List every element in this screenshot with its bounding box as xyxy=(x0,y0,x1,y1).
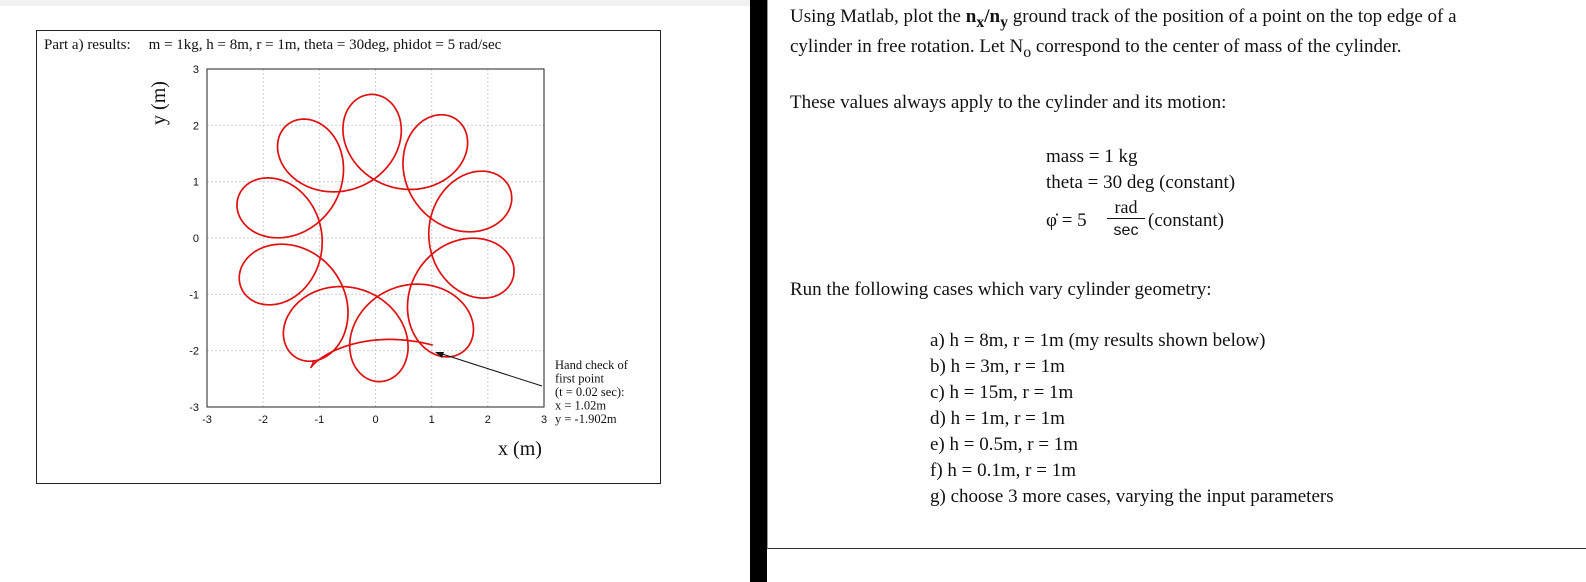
top-strip xyxy=(0,0,750,6)
annotation-line: x = 1.02m xyxy=(555,398,607,413)
x-tick-label: 3 xyxy=(540,414,548,426)
x-tick-label: -1 xyxy=(314,414,325,426)
case-item-g: g) choose 3 more cases, varying the input parameters xyxy=(930,486,1334,507)
phidot-denominator: sec xyxy=(1113,222,1139,239)
annotation-line: Hand check of xyxy=(555,358,628,372)
annotation-line: (t = 0.02 sec): xyxy=(555,385,625,399)
x-tick-label: -3 xyxy=(202,414,212,426)
case-item-f: f) h = 0.1m, r = 1m xyxy=(930,460,1076,481)
x-axis-label: x (m) xyxy=(498,438,542,460)
case-item-b: b) h = 3m, r = 1m xyxy=(930,356,1065,377)
phidot-fraction xyxy=(1107,196,1145,243)
x-tick-label: 2 xyxy=(484,414,491,426)
phidot-lhs: φ̇ = 5 xyxy=(1046,210,1087,231)
assignment-text-panel xyxy=(767,0,1586,549)
results-heading-prefix: Part a) results: xyxy=(44,37,131,53)
values-intro: These values always apply to the cylinder and its motion: xyxy=(790,92,1227,113)
results-heading-params: m = 1kg, h = 8m, r = 1m, theta = 30deg, phidot = 5 rad/sec xyxy=(148,37,502,53)
ground-track-plot xyxy=(37,31,660,483)
y-tick-label: 2 xyxy=(192,120,199,133)
x-tick-label: 0 xyxy=(372,414,379,426)
case-item-a: a) h = 8m, r = 1m (my results shown below) xyxy=(930,330,1266,351)
y-tick-label: 1 xyxy=(192,176,199,189)
hand-check-annotation xyxy=(555,358,629,426)
y-tick-label: 0 xyxy=(192,233,199,245)
axis-ticks xyxy=(189,64,547,426)
mass-equation: mass = 1 kg xyxy=(1046,146,1138,167)
annotation-line: y = -1.902m xyxy=(555,412,617,426)
y-tick-label: -2 xyxy=(189,345,199,358)
results-figure-panel xyxy=(36,30,661,484)
annotation-arrow-line xyxy=(439,353,542,386)
y-tick-label: 3 xyxy=(192,64,199,76)
plot-grid xyxy=(207,69,544,407)
y-tick-label: -1 xyxy=(189,289,199,302)
y-tick-label: -3 xyxy=(189,402,199,414)
theta-equation: theta = 30 deg (constant) xyxy=(1046,172,1236,193)
case-item-c: c) h = 15m, r = 1m xyxy=(930,382,1074,403)
y-axis-label: y (m) xyxy=(148,81,170,125)
divider-bar xyxy=(750,0,767,582)
intro-line-2: cylinder in free rotation. Let $N_o$ correspond to the center of mass of the cylinder. xyxy=(790,36,1402,61)
case-item-e: e) h = 0.5m, r = 1m xyxy=(930,434,1079,455)
annotation-line: first point xyxy=(555,371,604,386)
cases-intro: Run the following cases which vary cylinder geometry: xyxy=(790,279,1212,300)
x-tick-label: 1 xyxy=(428,414,435,426)
x-tick-label: -2 xyxy=(258,414,269,426)
phidot-rhs: (constant) xyxy=(1148,210,1224,231)
intro-line-1: Using Matlab, plot the $n_x/n_y$ ground track of the position of a point on the top edge of a xyxy=(790,6,1457,31)
phidot-numerator: rad xyxy=(1107,196,1145,219)
case-item-d: d) h = 1m, r = 1m xyxy=(930,408,1065,429)
